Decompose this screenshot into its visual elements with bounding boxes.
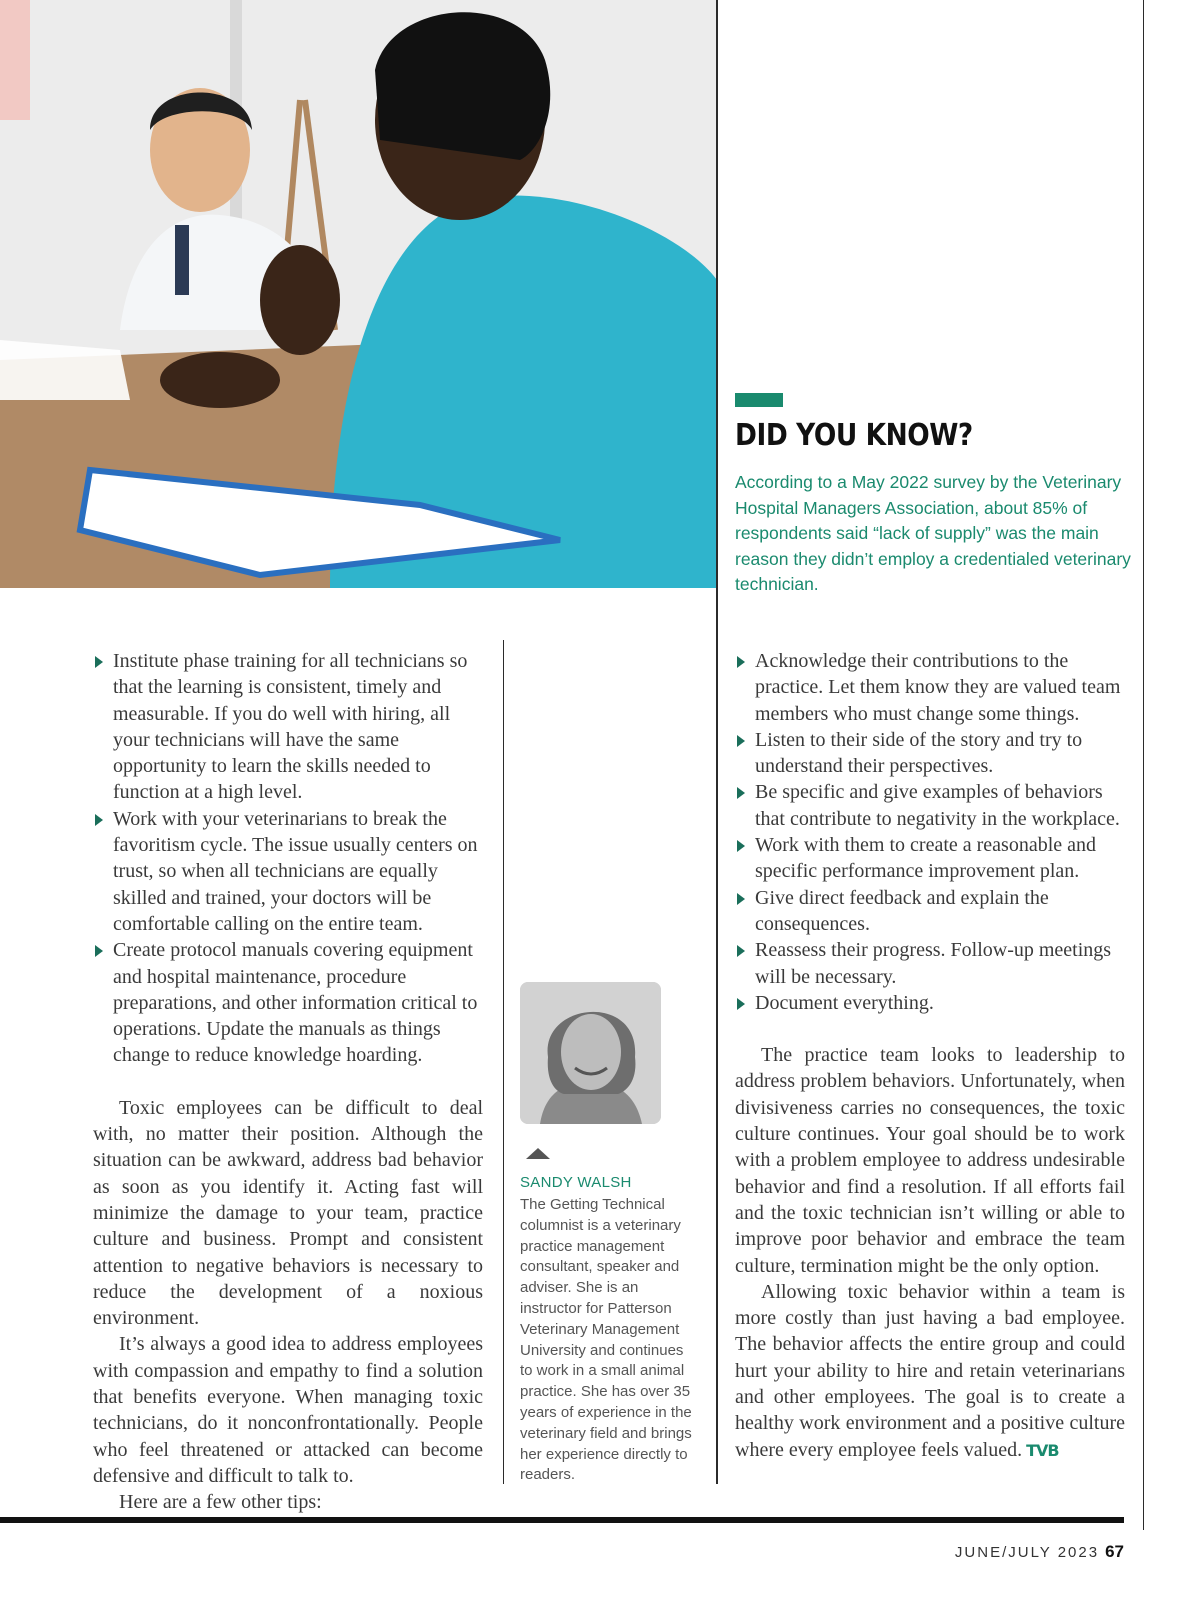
- bullet-arrow-icon: [95, 945, 103, 957]
- list-item: Be specific and give examples of behaviors that contribute to negativity in the workplace.: [735, 779, 1125, 832]
- bullet-arrow-icon: [737, 787, 745, 799]
- list-item: Work with them to create a reasonable and specific performance improvement plan.: [735, 832, 1125, 885]
- sidebar-accent-bar: [735, 393, 783, 407]
- list-item: Reassess their progress. Follow-up meetings will be necessary.: [735, 937, 1125, 990]
- bullet-arrow-icon: [95, 656, 103, 668]
- paragraph: Toxic employees can be difficult to deal with, no matter their position. Although the situation can be awkward, address bad behavior as soon as you identify it. Acting fast will minimize the damage to your team, practice culture and business. Prompt and consistent attention to negative behaviors is necessary to reduce the development of a noxious environment.: [93, 1096, 483, 1330]
- bullet-arrow-icon: [737, 656, 745, 668]
- author-photo: [520, 982, 661, 1124]
- list-item: Give direct feedback and explain the consequences.: [735, 885, 1125, 938]
- right-column: [735, 648, 1125, 1464]
- list-item: Document everything.: [735, 990, 1125, 1016]
- tips-list: [735, 648, 1125, 1016]
- issue-date: JUNE/JULY 2023: [954, 1544, 1100, 1561]
- author-bio: The Getting Technical columnist is a veterinary practice management consultant, speaker and adviser. She is an instructor for Patterson Veterinary Management University and continues to work in a small animal practice. She has over 35 years of experience in the veterinary field and brings her experience directly to readers.: [520, 1196, 692, 1484]
- list-item: Institute phase training for all technicians so that the learning is consistent, timely and measurable. If you do well with hiring, all your technicians will have the same opportunity to learn the skills needed to function at a high level.: [93, 648, 483, 806]
- bio-column-divider: [503, 640, 504, 1484]
- sidebar-title: DID YOU KNOW?: [735, 418, 973, 453]
- bullet-arrow-icon: [737, 998, 745, 1010]
- paragraph: Allowing toxic behavior within a team is more costly than just having a bad employee. The behavior affects the entire group and could hurt your ability to hire and retain veterinarians and other employees. The goal is to create a healthy work environment and a positive culture where every employee feels valued. TVB: [735, 1280, 1125, 1461]
- author-name: SANDY WALSH: [520, 1174, 632, 1191]
- tvb-end-mark: TVB: [1026, 1440, 1059, 1460]
- column-divider: [716, 0, 718, 1484]
- list-item: Listen to their side of the story and try to understand their perspectives.: [735, 727, 1125, 780]
- list-item: Create protocol manuals covering equipment and hospital maintenance, procedure preparations, and other information critical to operations. Update the manuals as things change to reduce knowledge hoarding.: [93, 937, 483, 1068]
- bullet-arrow-icon: [737, 945, 745, 957]
- bullet-arrow-icon: [737, 735, 745, 747]
- bullet-arrow-icon: [95, 814, 103, 826]
- tips-list: [93, 648, 483, 1069]
- caret-up-icon: [526, 1148, 550, 1159]
- bullet-arrow-icon: [737, 840, 745, 852]
- page-edge-rule: [1143, 0, 1144, 1530]
- bullet-arrow-icon: [737, 893, 745, 905]
- list-item: Work with your veterinarians to break the favoritism cycle. The issue usually centers on trust, so when all technicians are equally skilled and trained, your doctors will be comfortable calling on the entire team.: [93, 806, 483, 937]
- page-number: 67: [1105, 1542, 1124, 1561]
- paragraph: Here are a few other tips:: [119, 1491, 322, 1514]
- paragraph: The practice team looks to leadership to address problem behaviors. Unfortunately, when divisiveness carries no consequences, the toxic culture continues. Your goal should be to work with a problem employee to address undesirable behavior and find a resolution. If all efforts fail and the toxic technician isn’t willing or able to improve poor behavior and embrace the team culture, termination might be the only option.: [735, 1044, 1125, 1277]
- paragraph: It’s always a good idea to address employees with compassion and empathy to find a solution that benefits everyone. When managing toxic technicians, do it nonconfrontationally. People who feel threatened or attacked can become defensive and difficult to talk to.: [93, 1333, 483, 1487]
- left-column: [93, 648, 483, 1516]
- hero-photo: [0, 0, 717, 588]
- list-item: Acknowledge their contributions to the practice. Let them know they are valued team members who must change some things.: [735, 648, 1125, 727]
- footer-rule: [0, 1517, 1124, 1523]
- page-footer: [955, 1542, 1124, 1562]
- sidebar-body: According to a May 2022 survey by the Veterinary Hospital Managers Association, about 85% of respondents said “lack of supply” was the main reason they didn’t employ a credentialed veterinary technician.: [735, 472, 1131, 594]
